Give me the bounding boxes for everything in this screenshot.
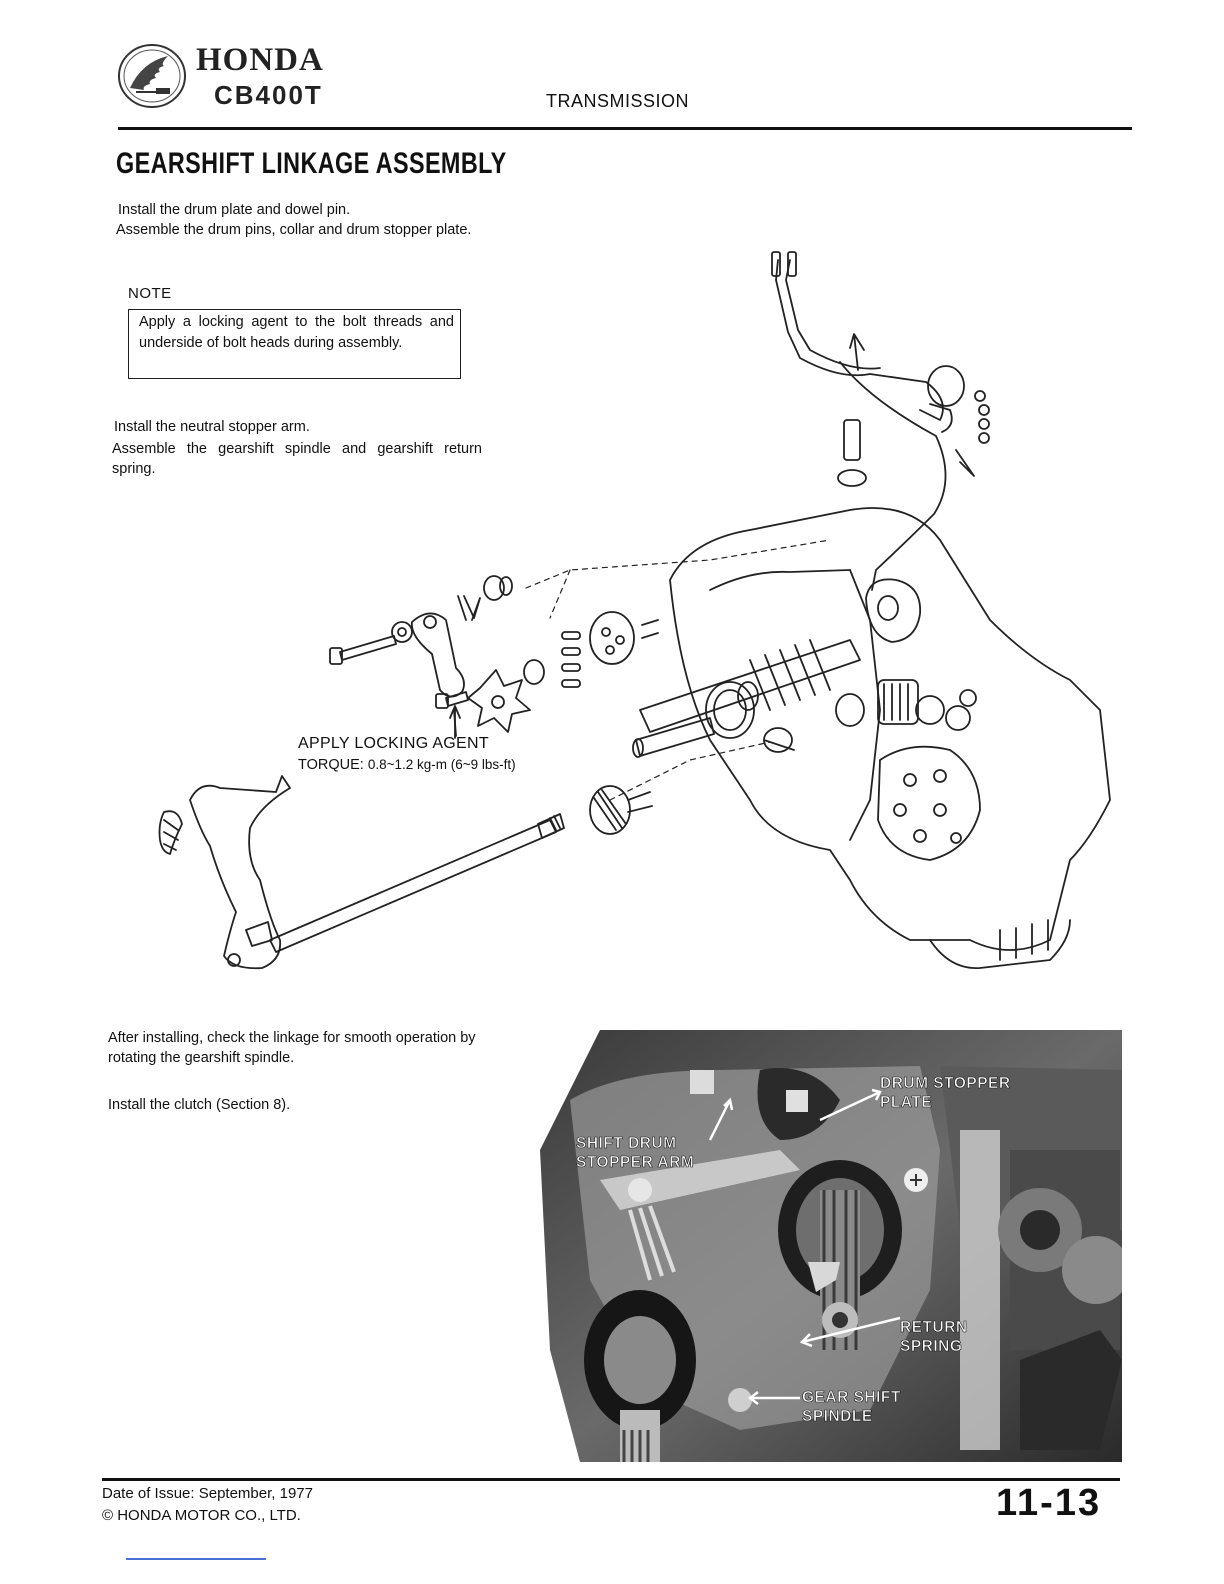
label-shift-drum-line1: SHIFT DRUM bbox=[576, 1135, 677, 1152]
label-spindle-line1: GEAR SHIFT bbox=[802, 1389, 901, 1406]
header-rule bbox=[118, 127, 1132, 130]
label-return-line2: SPRING bbox=[900, 1338, 963, 1355]
label-spindle-line2: SPINDLE bbox=[802, 1408, 873, 1425]
label-drum-stopper-line2: PLATE bbox=[880, 1094, 933, 1111]
callout-torque bbox=[298, 757, 516, 773]
brand-name: HONDA bbox=[196, 42, 324, 78]
blue-underline bbox=[126, 1558, 266, 1560]
label-shift-drum-stopper-arm bbox=[576, 1134, 694, 1172]
date-of-issue: Date of Issue: September, 1977 bbox=[102, 1485, 313, 1502]
label-gear-shift-spindle bbox=[802, 1388, 901, 1426]
torque-label: TORQUE: bbox=[298, 757, 368, 773]
label-shift-drum-line2: STOPPER ARM bbox=[576, 1154, 695, 1171]
intro-step-1: Install the drum plate and dowel pin. bbox=[118, 202, 351, 218]
install-step-1: Install the neutral stopper arm. bbox=[114, 419, 310, 435]
label-drum-stopper-line1: DRUM STOPPER bbox=[880, 1075, 1011, 1092]
copyright: © HONDA MOTOR CO., LTD. bbox=[102, 1507, 301, 1524]
intro-step-2: Assemble the drum pins, collar and drum stopper plate. bbox=[116, 222, 472, 238]
after-install-check: After installing, check the linkage for smooth operation by rotating the gearshift spindle. bbox=[108, 1030, 476, 1066]
label-return-line1: RETURN bbox=[900, 1319, 968, 1336]
note-label: NOTE bbox=[128, 285, 172, 302]
label-drum-stopper-plate bbox=[880, 1074, 1011, 1112]
label-return-spring bbox=[900, 1318, 968, 1356]
callout-locking-agent: APPLY LOCKING AGENT bbox=[298, 735, 489, 752]
install-clutch-step: Install the clutch (Section 8). bbox=[108, 1097, 291, 1113]
page-number: 11-13 bbox=[996, 1482, 1102, 1524]
note-text: Apply a locking agent to the bolt threads and underside of bolt heads during assembly. bbox=[139, 314, 454, 351]
engine-photo bbox=[540, 1030, 1122, 1462]
footer-rule bbox=[102, 1478, 1120, 1481]
section-title: TRANSMISSION bbox=[546, 91, 690, 111]
exploded-diagram bbox=[150, 240, 1150, 980]
gearshift-arm bbox=[190, 776, 290, 968]
torque-value: 0.8~1.2 kg-m (6~9 lbs-ft) bbox=[367, 757, 516, 772]
install-step-2: Assemble the gearshift spindle and gearshift return spring. bbox=[112, 441, 482, 477]
honda-wing-logo bbox=[116, 42, 188, 110]
model-name: CB400T bbox=[214, 80, 323, 110]
gearshift-spindle bbox=[270, 820, 556, 952]
page-heading: GEARSHIFT LINKAGE ASSEMBLY bbox=[116, 147, 507, 180]
